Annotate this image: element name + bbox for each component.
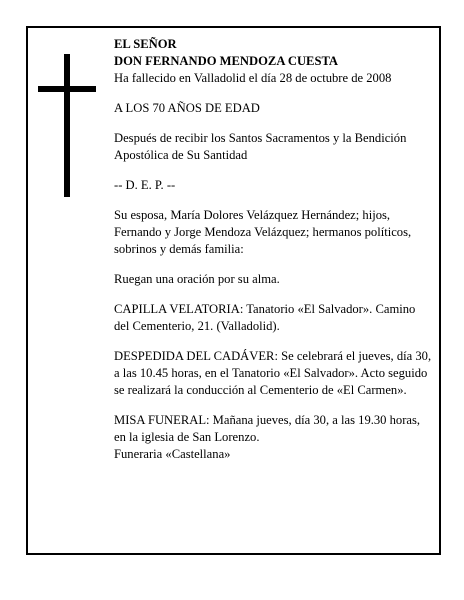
rip-line: -- D. E. P. -- <box>114 178 176 192</box>
cross-vertical-bar <box>64 54 70 197</box>
sacraments-paragraph: Después de recibir los Santos Sacramentos y la Bendición Apostólica de Su Santidad <box>114 131 407 162</box>
chapel-paragraph: CAPILLA VELATORIA: Tanatorio «El Salvador». Camino del Cementerio, 21. (Valladolid). <box>114 302 416 333</box>
cross-horizontal-bar <box>38 86 96 92</box>
funeral-home-line: Funeraria «Castellana» <box>114 447 231 461</box>
family-paragraph: Su esposa, María Dolores Velázquez Hernández; hijos, Fernando y Jorge Mendoza Velázquez; hermanos políticos, sobrinos y demás familia: <box>114 208 412 256</box>
obituary-text <box>114 36 432 476</box>
funeral-block <box>114 412 432 463</box>
funeral-mass-paragraph: MISA FUNERAL: Mañana jueves, día 30, a las 19.30 horas, en la iglesia de San Lorenzo. <box>114 413 421 444</box>
deceased-name: DON FERNANDO MENDOZA CUESTA <box>114 54 339 68</box>
deceased-title: EL SEÑOR <box>114 37 177 51</box>
heading-block <box>114 36 432 87</box>
prayer-line: Ruegan una oración por su alma. <box>114 272 280 286</box>
farewell-paragraph: DESPEDIDA DEL CADÁVER: Se celebrará el jueves, día 30, a las 10.45 horas, en el Tanatorio «El Salvador». Acto seguido se realizará la conducción al Cementerio de «El Carmen». <box>114 349 432 397</box>
age-line: A LOS 70 AÑOS DE EDAD <box>114 101 260 115</box>
death-statement: Ha fallecido en Valladolid el día 28 de octubre de 2008 <box>114 71 392 85</box>
